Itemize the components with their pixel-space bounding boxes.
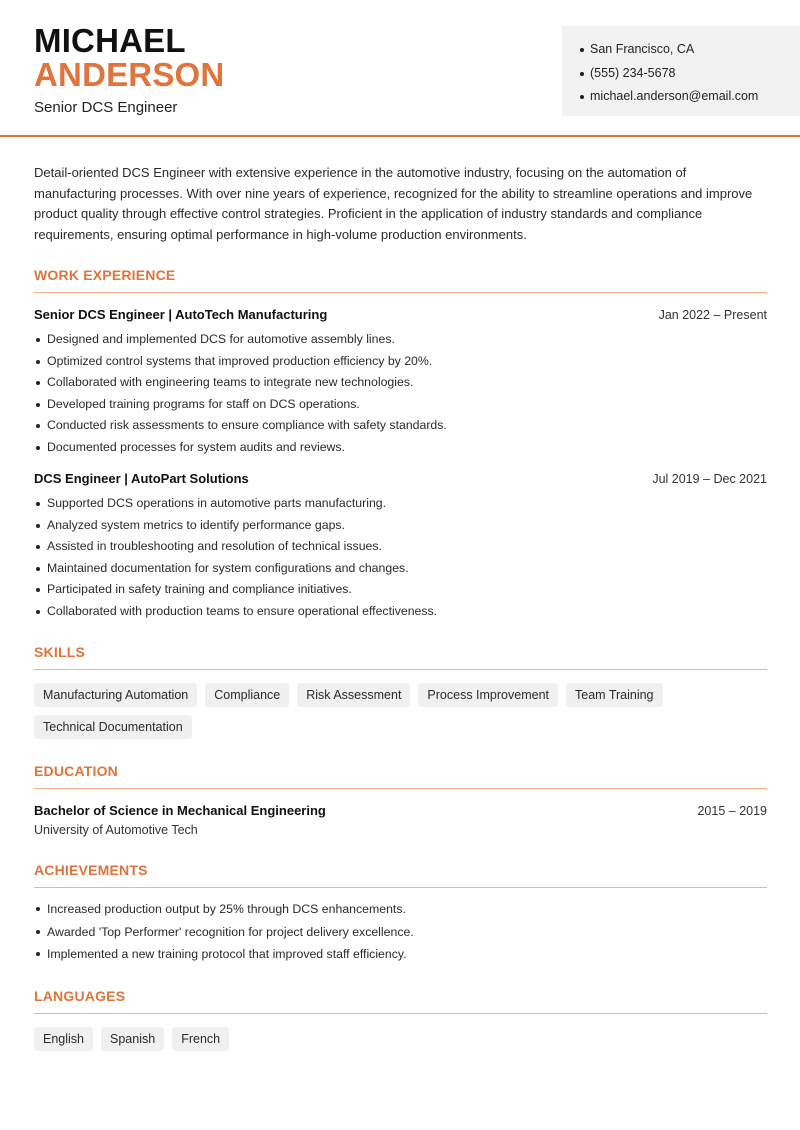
full-name	[34, 24, 224, 92]
last-name: ANDERSON	[34, 56, 225, 93]
skill-tag: Process Improvement	[418, 683, 558, 707]
language-tag: English	[34, 1027, 93, 1051]
languages-tags	[34, 1027, 767, 1051]
language-tag: French	[172, 1027, 229, 1051]
summary: Detail-oriented DCS Engineer with extensive experience in the automotive industry, focusing on the automation of manufacturing processes. With over nine years of experience, recognized for the ability to streamline operations and improve product quality through effective control strategies. Proficient in the application of industry standards and compliance requirements, ensuring optimal performance in high-volume production environments.	[34, 165, 753, 242]
contact-box	[562, 26, 800, 116]
languages-section	[34, 988, 767, 1051]
first-name: MICHAEL	[34, 22, 186, 59]
education-entry-header	[34, 803, 767, 818]
achievements-list	[34, 898, 767, 966]
section-title-work: WORK EXPERIENCE	[34, 267, 767, 293]
resume-header	[0, 0, 800, 137]
work-entry-title: Senior DCS Engineer | AutoTech Manufacturing	[34, 307, 328, 323]
work-entry-date: Jul 2019 – Dec 2021	[652, 472, 767, 487]
section-title-skills: SKILLS	[34, 644, 767, 670]
work-entry-title: DCS Engineer | AutoPart Solutions	[34, 471, 249, 487]
skills-section	[34, 644, 767, 739]
contact-email: michael.anderson@email.com	[580, 85, 800, 109]
list-item: Collaborated with engineering teams to integrate new technologies.	[34, 372, 767, 394]
skill-tag: Manufacturing Automation	[34, 683, 197, 707]
section-title-education: EDUCATION	[34, 763, 767, 789]
language-tag: Spanish	[101, 1027, 164, 1051]
education-section	[34, 763, 767, 837]
list-item: Optimized control systems that improved production efficiency by 20%.	[34, 351, 767, 373]
list-item: Participated in safety training and compliance initiatives.	[34, 579, 767, 601]
section-title-achievements: ACHIEVEMENTS	[34, 862, 767, 888]
list-item: Analyzed system metrics to identify performance gaps.	[34, 515, 767, 537]
skill-tag: Technical Documentation	[34, 715, 192, 739]
list-item: Implemented a new training protocol that improved staff efficiency.	[34, 943, 767, 966]
education-date: 2015 – 2019	[697, 804, 767, 819]
work-entry-bullets	[34, 329, 767, 458]
achievements-section	[34, 862, 767, 966]
work-entry-header	[34, 307, 767, 322]
list-item: Documented processes for system audits and reviews.	[34, 437, 767, 459]
skill-tag: Compliance	[205, 683, 289, 707]
list-item: Supported DCS operations in automotive parts manufacturing.	[34, 493, 767, 515]
skill-tag: Team Training	[566, 683, 663, 707]
job-title: Senior DCS Engineer	[34, 99, 178, 116]
skills-tags	[34, 683, 767, 739]
skill-tag: Risk Assessment	[297, 683, 410, 707]
contact-location: San Francisco, CA	[580, 38, 800, 62]
list-item: Designed and implemented DCS for automotive assembly lines.	[34, 329, 767, 351]
education-school: University of Automotive Tech	[34, 823, 198, 838]
work-entry-header	[34, 471, 767, 486]
list-item: Awarded 'Top Performer' recognition for project delivery excellence.	[34, 921, 767, 944]
contact-phone: (555) 234-5678	[580, 62, 800, 86]
education-degree: Bachelor of Science in Mechanical Engineering	[34, 803, 326, 819]
list-item: Maintained documentation for system configurations and changes.	[34, 558, 767, 580]
list-item: Assisted in troubleshooting and resolution of technical issues.	[34, 536, 767, 558]
list-item: Collaborated with production teams to ensure operational effectiveness.	[34, 601, 767, 623]
list-item: Developed training programs for staff on DCS operations.	[34, 394, 767, 416]
list-item: Conducted risk assessments to ensure compliance with safety standards.	[34, 415, 767, 437]
work-entry-bullets	[34, 493, 767, 622]
list-item: Increased production output by 25% through DCS enhancements.	[34, 898, 767, 921]
work-entry-date: Jan 2022 – Present	[658, 308, 767, 323]
section-title-languages: LANGUAGES	[34, 988, 767, 1014]
resume-body	[34, 163, 767, 1051]
work-section	[34, 267, 767, 622]
